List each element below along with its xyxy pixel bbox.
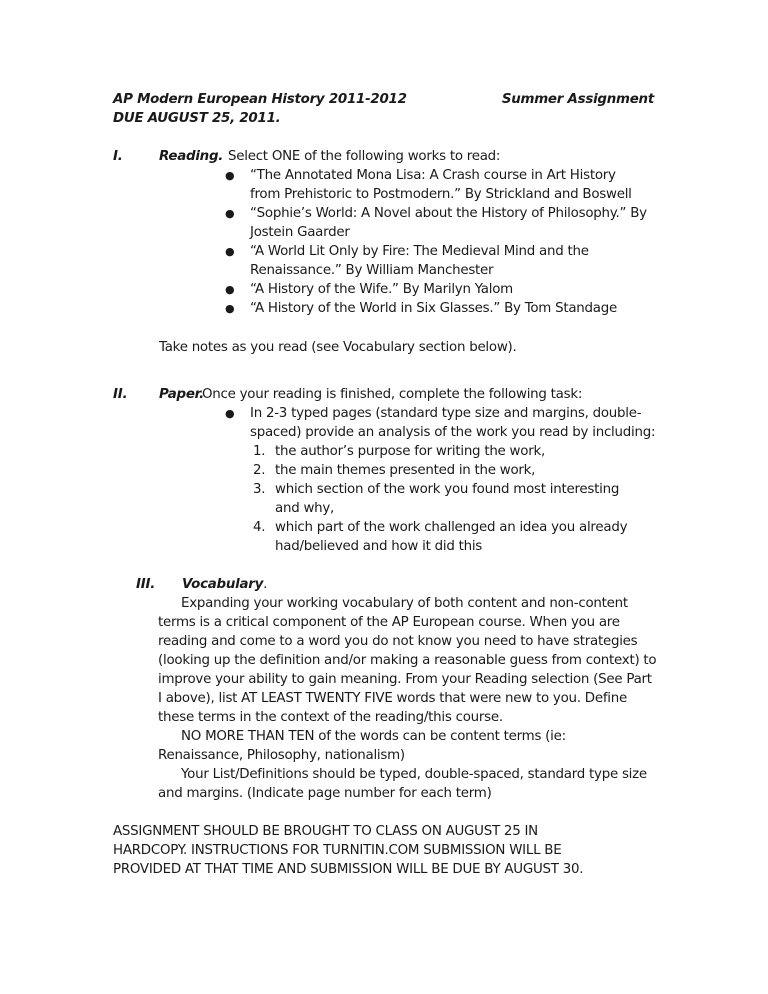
vocab-para1-line5: improve your ability to gain meaning. From your Reading selection (See Part: [158, 672, 652, 687]
section-1-numeral: I.: [113, 149, 123, 164]
book-2-line1: “Sophie’s World: A Novel about the History of Philosophy.” By: [250, 206, 647, 221]
book-1-line2: from Prehistoric to Postmodern.” By Strickland and Boswell: [250, 187, 632, 202]
vocab-para1-line1: Expanding your working vocabulary of both content and non-content: [181, 596, 628, 611]
book-1-line1: “The Annotated Mona Lisa: A Crash course in Art History: [250, 168, 616, 183]
bullet-icon: ●: [225, 407, 235, 420]
item-3-number: 3.: [253, 482, 266, 497]
footer-line2: HARDCOPY. INSTRUCTIONS FOR TURNITIN.COM SUBMISSION WILL BE: [113, 843, 562, 858]
book-4-line1: “A History of the Wife.” By Marilyn Yalom: [250, 282, 513, 297]
section-3-numeral: III.: [136, 577, 156, 592]
vocab-para1-line4: (looking up the definition and/or making a reasonable guess from context) to: [158, 653, 657, 668]
item-1-text: the author’s purpose for writing the work,: [275, 444, 545, 459]
section-3-title-suffix: .: [263, 577, 268, 592]
course-title: AP Modern European History 2011-2012: [113, 92, 407, 107]
vocab-para1-line2: terms is a critical component of the AP European course. When you are: [158, 615, 620, 630]
bullet-icon: ●: [225, 207, 235, 220]
book-5-line1: “A History of the World in Six Glasses.” By Tom Standage: [250, 301, 617, 316]
vocab-para1-line3: reading and come to a word you do not know you need to have strategies: [158, 634, 638, 649]
vocab-para2-line2: Renaissance, Philosophy, nationalism): [158, 748, 405, 763]
footer-line1: ASSIGNMENT SHOULD BE BROUGHT TO CLASS ON AUGUST 25 IN: [113, 824, 538, 839]
book-2-line2: Jostein Gaarder: [250, 225, 350, 240]
section-2-title: Paper.: [159, 387, 204, 402]
section-1-intro: Select ONE of the following works to read:: [228, 149, 501, 164]
item-2-number: 2.: [253, 463, 266, 478]
section-3-title: Vocabulary: [182, 577, 264, 592]
section-1-note: Take notes as you read (see Vocabulary section below).: [159, 340, 517, 355]
task-line1: In 2-3 typed pages (standard type size and margins, double-: [250, 406, 642, 421]
item-4-text: which part of the work challenged an idea you already: [275, 520, 628, 535]
section-2-intro: Once your reading is finished, complete the following task:: [202, 387, 583, 402]
section-1-title: Reading.: [159, 149, 224, 164]
bullet-icon: ●: [225, 302, 235, 315]
book-3-line2: Renaissance.” By William Manchester: [250, 263, 494, 278]
vocab-para3-line2: and margins. (Indicate page number for each term): [158, 786, 492, 801]
item-3-text: which section of the work you found most interesting: [275, 482, 620, 497]
item-4-number: 4.: [253, 520, 266, 535]
task-line2: spaced) provide an analysis of the work you read by including:: [250, 425, 656, 440]
bullet-icon: ●: [225, 283, 235, 296]
item-3-text-cont: and why,: [275, 501, 335, 516]
footer-line3: PROVIDED AT THAT TIME AND SUBMISSION WILL BE DUE BY AUGUST 30.: [113, 862, 584, 877]
bullet-icon: ●: [225, 245, 235, 258]
vocab-para1-line7: these terms in the context of the reading/this course.: [158, 710, 503, 725]
item-1-number: 1.: [253, 444, 266, 459]
bullet-icon: ●: [225, 169, 235, 182]
section-2-numeral: II.: [113, 387, 128, 402]
vocab-para1-line6: I above), list AT LEAST TWENTY FIVE words that were new to you. Define: [158, 691, 627, 706]
vocab-para3-line1: Your List/Definitions should be typed, double-spaced, standard type size: [181, 767, 647, 782]
vocab-para2-line1: NO MORE THAN TEN of the words can be content terms (ie:: [181, 729, 566, 744]
due-date: DUE AUGUST 25, 2011.: [113, 111, 281, 126]
item-4-text-cont: had/believed and how it did this: [275, 539, 483, 554]
book-3-line1: “A World Lit Only by Fire: The Medieval Mind and the: [250, 244, 589, 259]
item-2-text: the main themes presented in the work,: [275, 463, 536, 478]
assignment-type: Summer Assignment: [501, 92, 654, 107]
section-3-title-wrap: [182, 575, 267, 594]
